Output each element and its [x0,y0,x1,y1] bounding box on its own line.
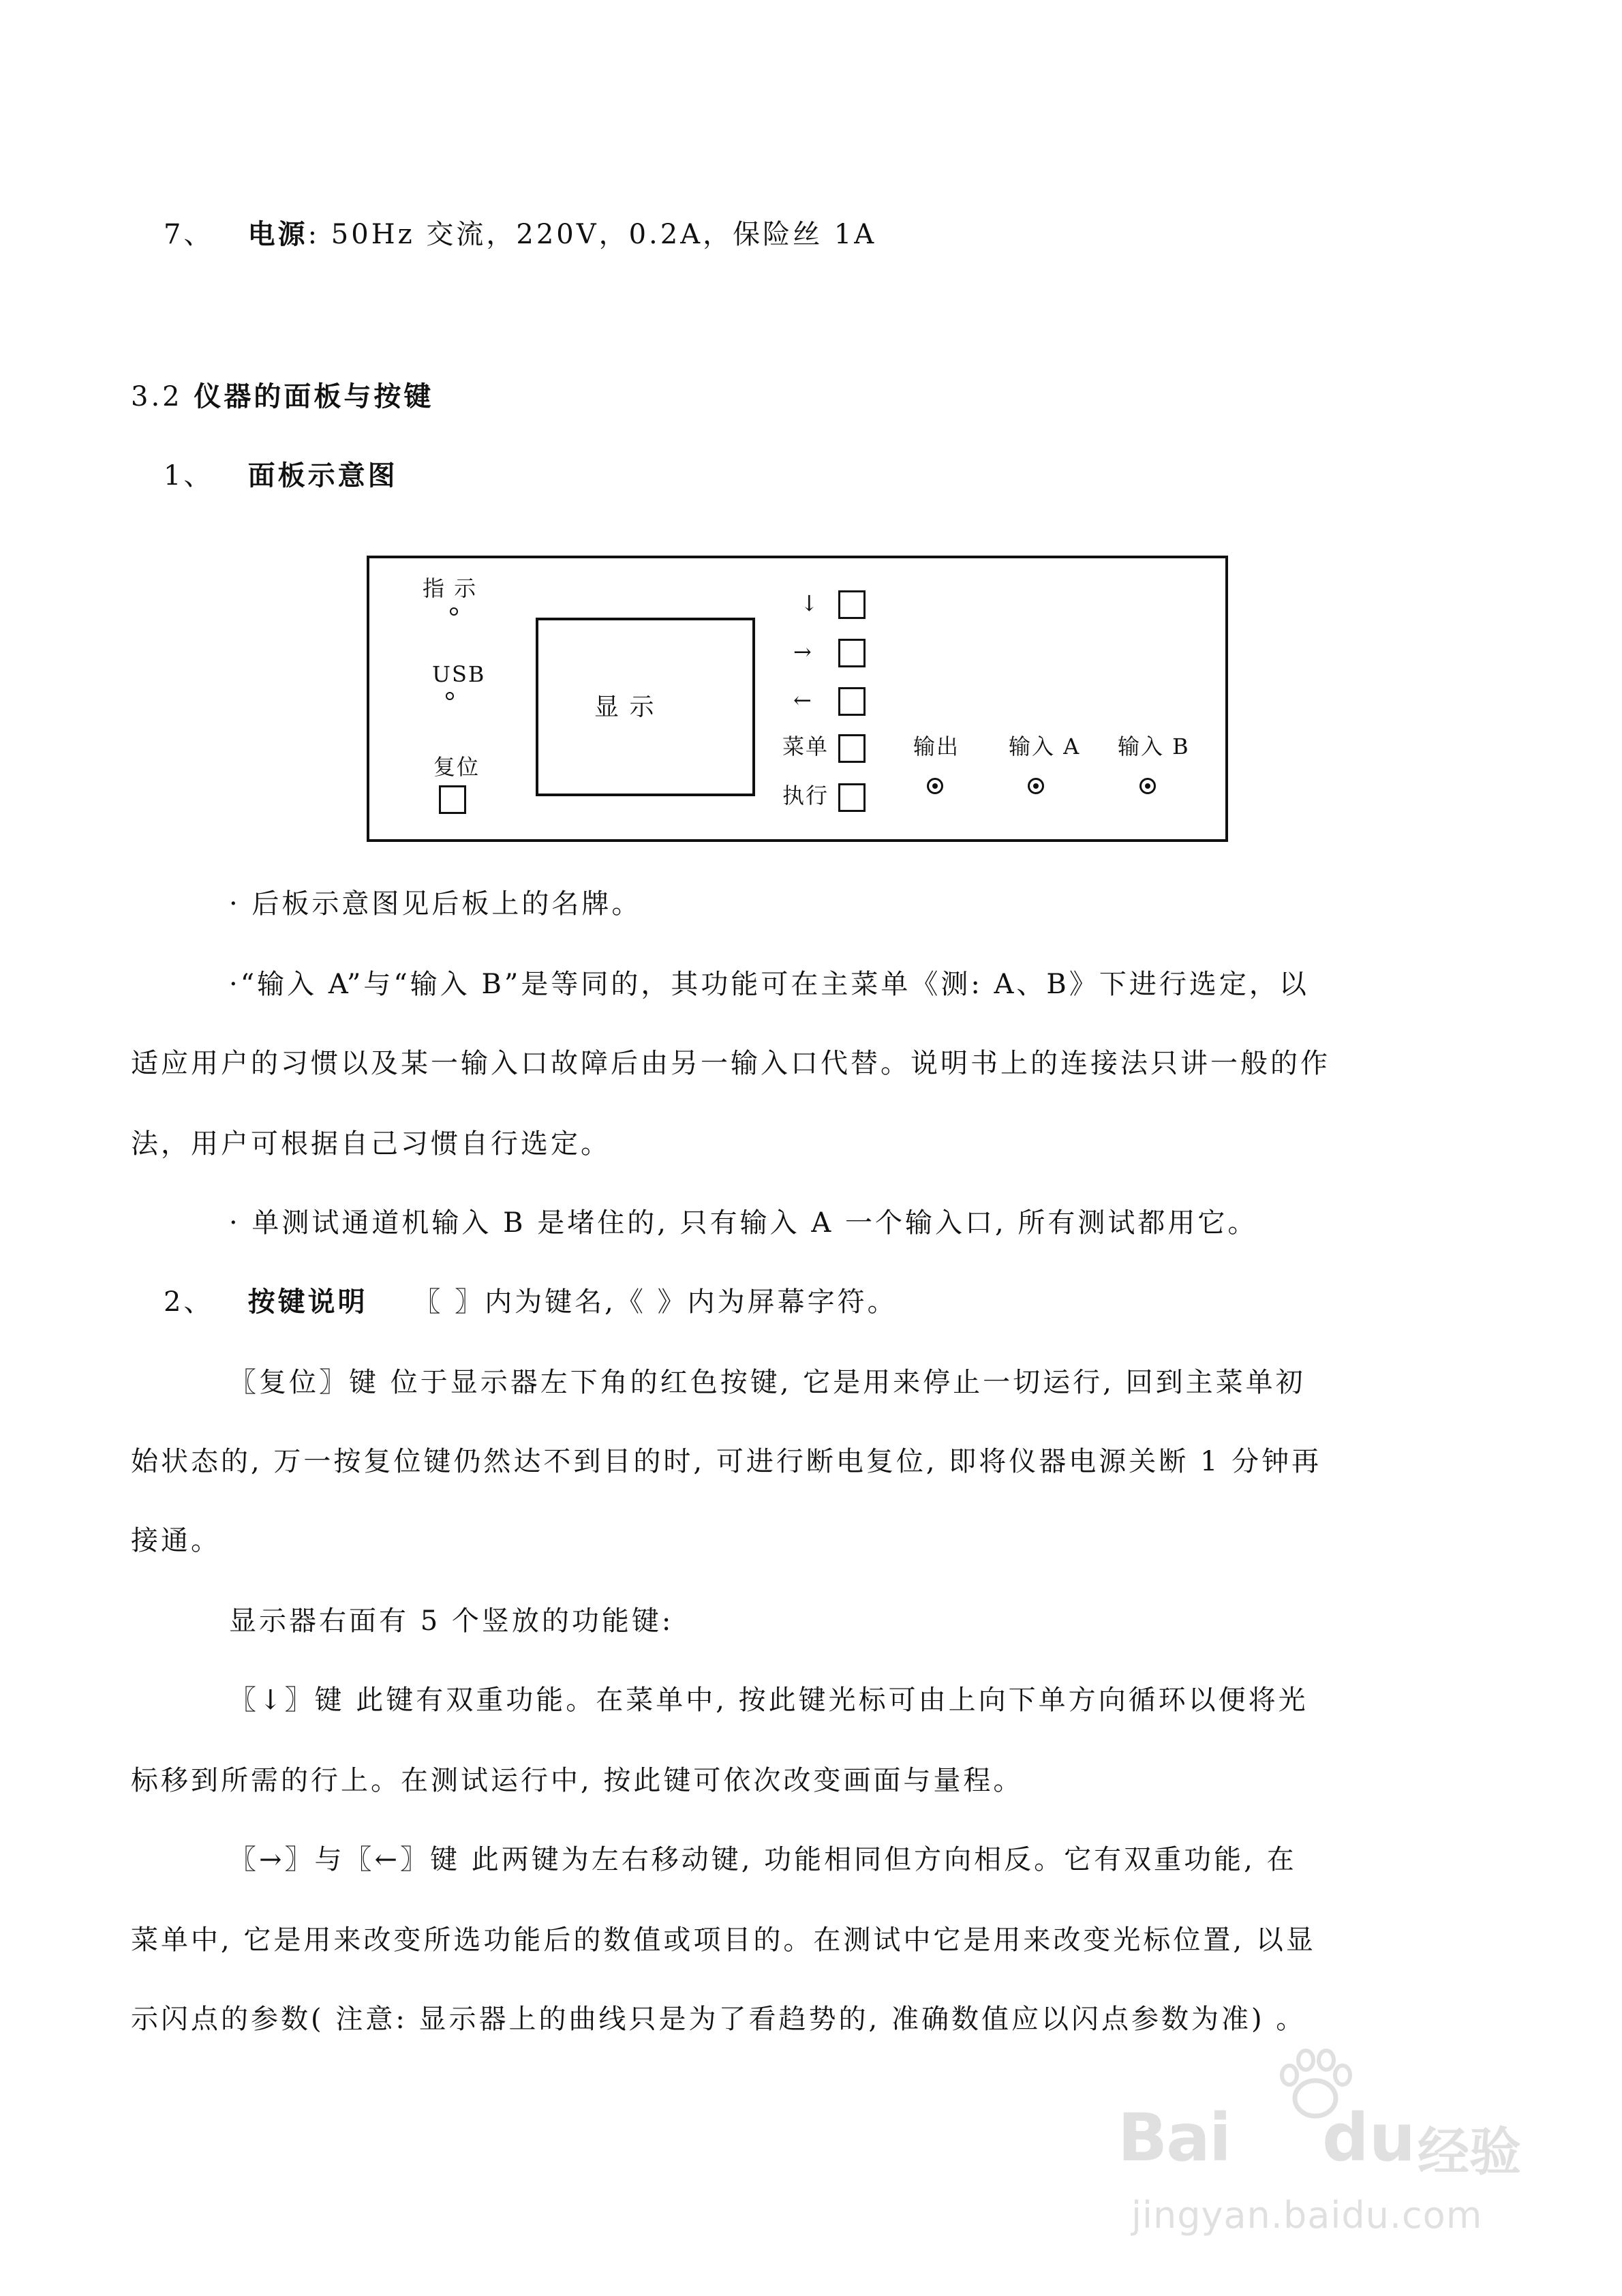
subheading-panel-diagram [164,458,398,494]
watermark-url: jingyan.baidu.com [1131,2194,1483,2237]
subheading-number: 1、 [164,460,214,492]
display-screen [536,618,755,796]
subheading-desc: 〖 〗内为键名,《 》内为屏幕字符。 [413,1286,898,1318]
reset-label: 复位 [433,754,480,780]
input-b-jack-icon [1139,778,1156,794]
reset-key-line2: 始状态的, 万一按复位键仍然达不到目的时, 可进行断电复位, 即将仪器电源关断 1 分钟再 [131,1446,1322,1477]
reset-key-icon [439,785,466,814]
note-inputs-line1: ·“输入 A”与“输入 B”是等同的，其功能可在主菜单《测: A、B》下进行选定，以 [229,969,1309,1000]
note-rear-panel: · 后板示意图见后板上的名牌。 [229,888,642,920]
watermark-brand: Bai [1118,2100,1230,2176]
note-inputs-line3: 法，用户可根据自己习惯自行选定。 [131,1128,611,1160]
down-key-line1: 〖↓〗键 此键有双重功能。在菜单中, 按此键光标可由上向下单方向循环以便将光 [229,1685,1309,1716]
reset-key-line1: 〖复位〗键 位于显示器左下角的红色按键, 它是用来停止一切运行, 回到主菜单初 [229,1367,1306,1398]
usb-label: USB [432,661,486,687]
output-label: 输出 [913,734,960,759]
spec-item-number: 7、 [164,219,214,250]
note-inputs-line2: 适应用户的习惯以及某一输入口故障后由另一输入口代替。说明书上的连接法只讲一般的作 [131,1048,1330,1079]
key-left-box [838,687,866,716]
output-jack-icon [927,778,943,794]
subheading-title: 按键说明 [247,1286,368,1318]
key-menu-label: 菜单 [782,734,829,759]
key-down-symbol: ↓ [800,590,820,616]
indicator-label: 指 示 [423,575,478,601]
key-left-symbol: ← [793,687,813,713]
key-exec-box [838,783,866,812]
section-number: 3.2 [131,381,183,412]
reset-key-line3: 接通。 [131,1525,221,1556]
subheading-key-description [164,1284,898,1320]
front-panel-diagram [367,556,1228,842]
key-down-box [838,590,866,619]
spec-item-value: : 50Hz 交流，220V，0.2A，保险丝 1A [307,219,877,250]
subheading-title: 面板示意图 [247,460,398,492]
baidu-watermark [1118,2045,1554,2250]
five-keys-intro: 显示器右面有 5 个竖放的功能键: [229,1605,674,1637]
display-label: 显 示 [594,693,656,721]
indicator-led-icon [450,607,458,616]
input-b-label: 输入 B [1118,734,1190,759]
key-exec-label: 执行 [782,783,829,809]
spec-item-power [164,217,876,252]
input-a-jack-icon [1028,778,1044,794]
key-right-box [838,639,866,667]
usb-led-icon [446,692,454,700]
lr-key-line1: 〖→〗与〖←〗键 此两键为左右移动键, 功能相同但方向相反。它有双重功能, 在 [229,1844,1297,1875]
lr-key-line3: 示闪点的参数( 注意: 显示器上的曲线只是为了看趋势的, 准确数值应以闪点参数为准) 。 [131,2004,1306,2035]
input-a-label: 输入 A [1009,734,1081,759]
watermark-suffix: 经验 [1418,2121,1521,2182]
note-single-channel: · 单测试通道机输入 B 是堵住的, 只有输入 A 一个输入口, 所有测试都用它。 [229,1207,1258,1239]
spec-item-label: 电源 [247,219,308,250]
subheading-number: 2、 [164,1286,214,1318]
section-title: 仪器的面板与按键 [194,381,434,412]
key-menu-box [838,734,866,763]
key-right-symbol: → [793,639,813,665]
lr-key-line2: 菜单中, 它是用来改变所选功能后的数值或项目的。在测试中它是用来改变光标位置, 以显 [131,1924,1316,1956]
watermark-brand-du: du [1322,2100,1416,2176]
section-heading [131,379,433,414]
down-key-line2: 标移到所需的行上。在测试运行中, 按此键可依次改变画面与量程。 [131,1765,1024,1796]
